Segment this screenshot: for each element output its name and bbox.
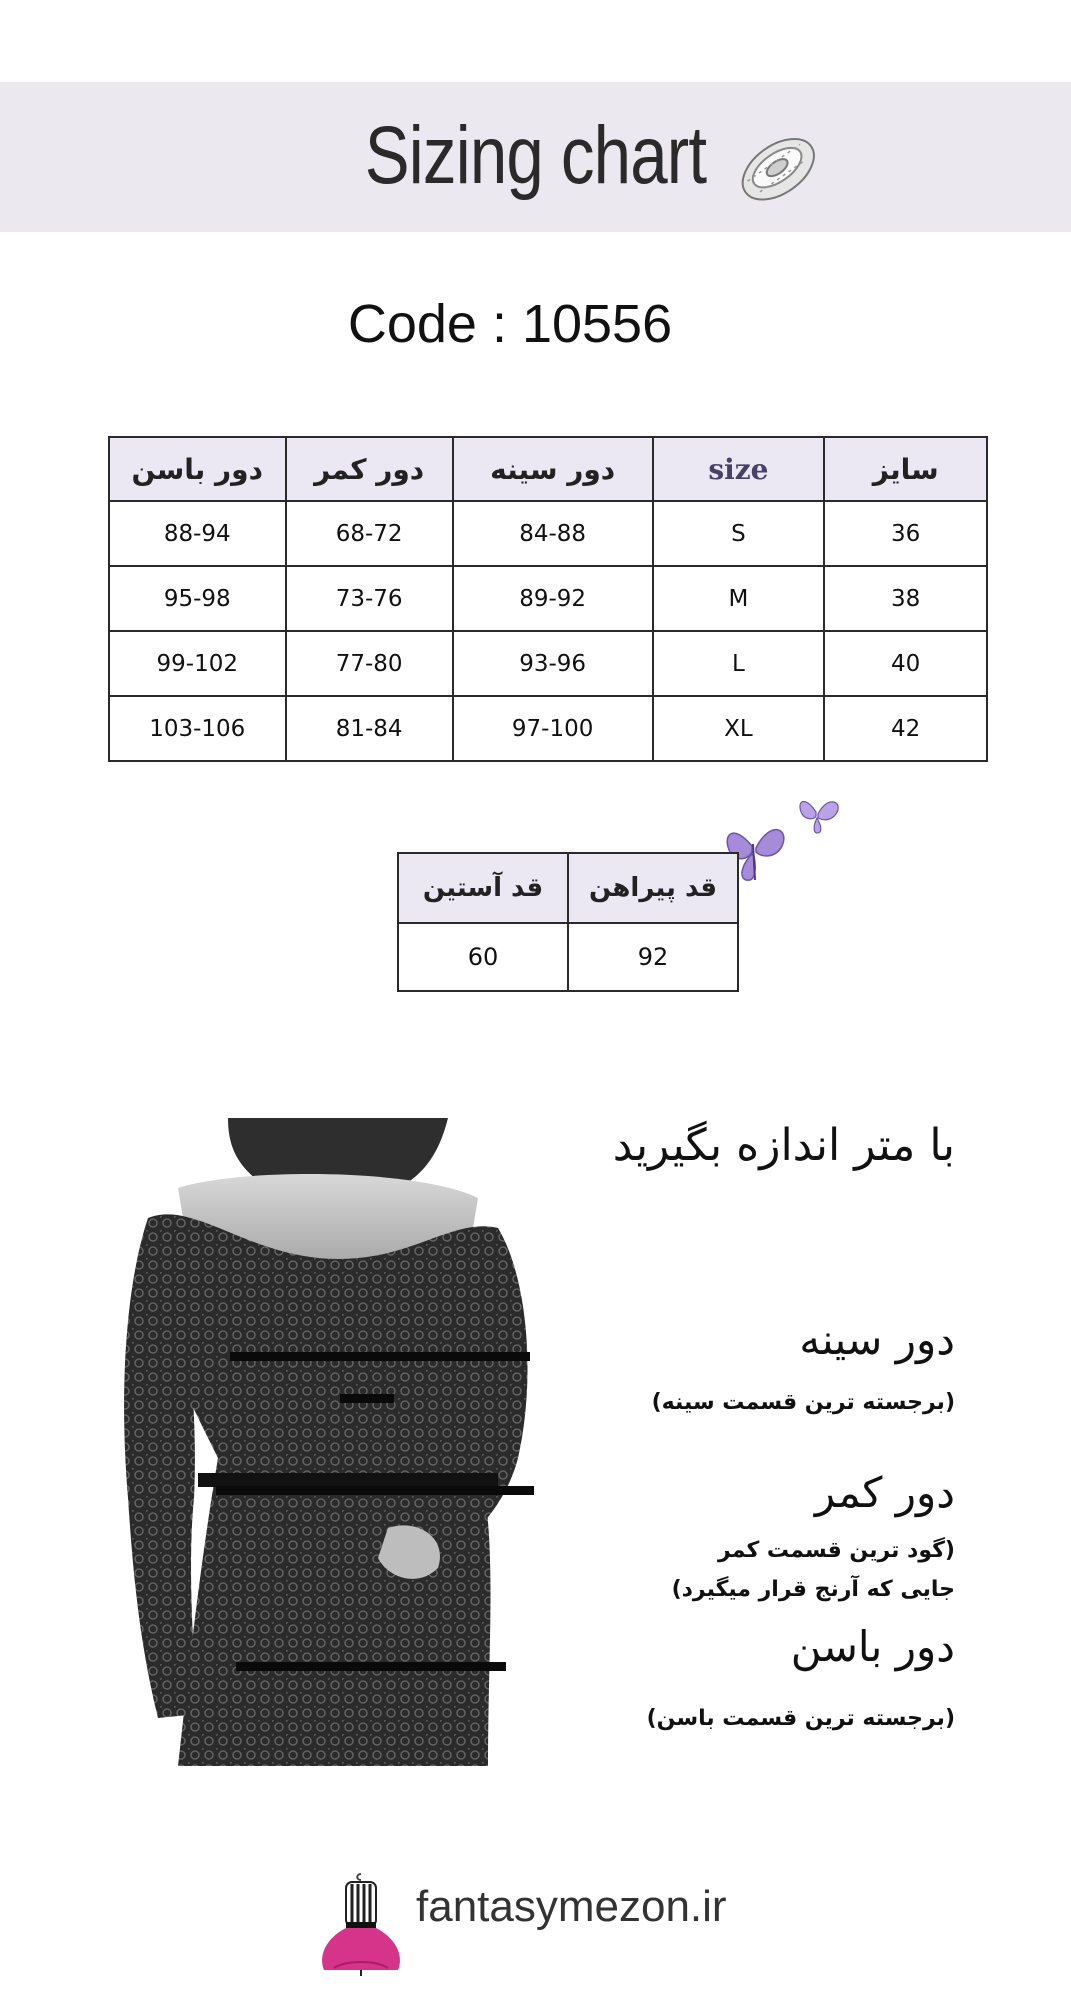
hip-cell: 88-94 (109, 501, 286, 566)
header-size-en: size (653, 437, 825, 501)
waist-cell: 77-80 (286, 631, 453, 696)
dress-logo-icon (316, 1872, 406, 1976)
header-sleeve-length: قد آستین (398, 853, 568, 923)
sleeve-length-cell: 60 (398, 923, 568, 991)
header-hip: دور باسن (109, 437, 286, 501)
hip-cell: 95-98 (109, 566, 286, 631)
hip-note: (برجسته ترین قسمت باسن) (646, 1706, 955, 1731)
bust-label: دور سینه (799, 1315, 955, 1364)
hip-cell: 103-106 (109, 696, 286, 761)
table-row (109, 631, 987, 696)
measuring-tape-icon (728, 118, 824, 214)
size-number-cell: 38 (824, 566, 987, 631)
model-photo (118, 1118, 536, 1766)
table-row (109, 501, 987, 566)
header-size-fa: سایز (824, 437, 987, 501)
waist-cell: 73-76 (286, 566, 453, 631)
size-letter-cell: S (653, 501, 825, 566)
length-table-header-row (398, 853, 738, 923)
size-table (108, 436, 988, 762)
table-row (109, 566, 987, 631)
dress-length-cell: 92 (568, 923, 738, 991)
hip-cell: 99-102 (109, 631, 286, 696)
size-number-cell: 36 (824, 501, 987, 566)
waist-cell: 81-84 (286, 696, 453, 761)
table-row (109, 696, 987, 761)
header-waist: دور کمر (286, 437, 453, 501)
size-letter-cell: XL (653, 696, 825, 761)
hip-label: دور باسن (790, 1622, 955, 1671)
bust-cell: 97-100 (453, 696, 653, 761)
waist-cell: 68-72 (286, 501, 453, 566)
header-bust: دور سینه (453, 437, 653, 501)
bust-cell: 84-88 (453, 501, 653, 566)
website-url: fantasymezon.ir (416, 1882, 727, 1931)
size-letter-cell: L (653, 631, 825, 696)
bust-note: (برجسته ترین قسمت سینه) (651, 1390, 955, 1415)
product-code: Code : 10556 (347, 294, 673, 354)
waist-label: دور کمر (814, 1468, 955, 1517)
waist-note-line-2: جایی که آرنج قرار میگیرد) (671, 1577, 955, 1602)
size-letter-cell: M (653, 566, 825, 631)
size-table-header-row (109, 437, 987, 501)
table-row (398, 923, 738, 991)
waist-note-line-1: (گود ترین قسمت کمر (718, 1538, 955, 1563)
bust-cell: 93-96 (453, 631, 653, 696)
measure-guide-title: با متر اندازه بگیرید (612, 1120, 955, 1171)
page-title: Sizing chart (364, 110, 707, 201)
size-number-cell: 42 (824, 696, 987, 761)
header-dress-length: قد پیراهن (568, 853, 738, 923)
size-number-cell: 40 (824, 631, 987, 696)
bust-cell: 89-92 (453, 566, 653, 631)
length-table (397, 852, 739, 992)
